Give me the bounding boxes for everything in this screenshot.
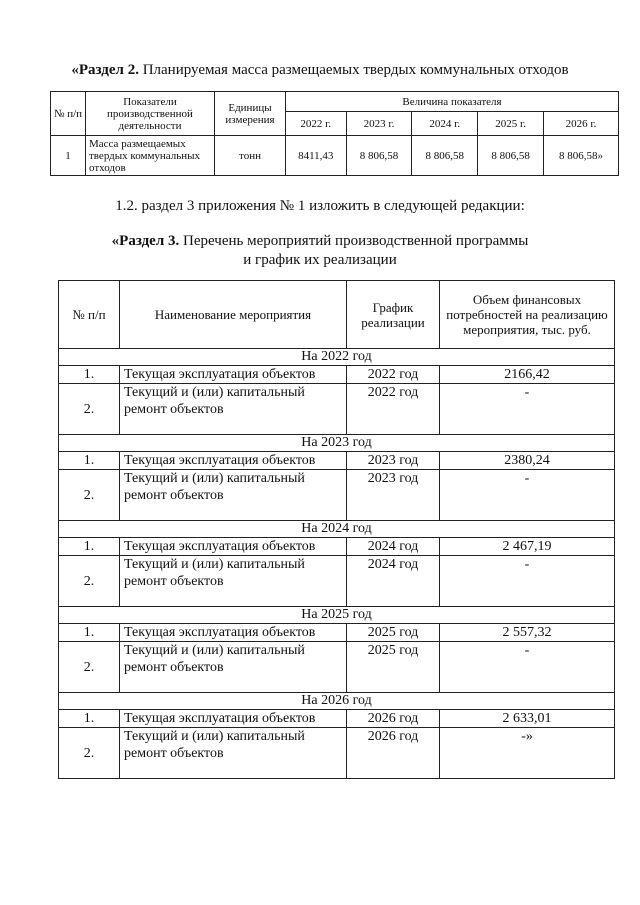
row-num: 2. bbox=[59, 470, 120, 521]
table-row bbox=[59, 556, 615, 607]
amendment-paragraph: 1.2. раздел 3 приложения № 1 изложить в следующей редакции: bbox=[115, 198, 525, 214]
row-name: Текущий и (или) капитальный ремонт объектов bbox=[120, 728, 347, 779]
row-num: 2. bbox=[59, 728, 120, 779]
section2-title-bold: «Раздел 2. bbox=[71, 62, 139, 78]
row-name: Текущая эксплуатация объектов bbox=[120, 538, 347, 556]
header-indicator: Показатели производственной деятельности bbox=[86, 92, 215, 136]
header-year: 2025 г. bbox=[478, 112, 544, 136]
section3-title-line2: и график их реализации bbox=[243, 252, 397, 268]
table-row bbox=[59, 384, 615, 435]
row-schedule: 2024 год bbox=[347, 538, 440, 556]
table-row bbox=[59, 710, 615, 728]
table-row bbox=[59, 624, 615, 642]
table-row bbox=[59, 452, 615, 470]
row-schedule: 2026 год bbox=[347, 710, 440, 728]
section3-title-bold: «Раздел 3. bbox=[111, 233, 180, 249]
header-unit: Единицы измерения bbox=[215, 92, 286, 136]
row-num: 1. bbox=[59, 624, 120, 642]
row-volume: 2 633,01 bbox=[440, 710, 615, 728]
row-schedule: 2023 год bbox=[347, 470, 440, 521]
year-section-title: На 2026 год bbox=[59, 693, 615, 710]
year-section-row bbox=[59, 607, 615, 624]
section2-title-rest: Планируемая масса размещаемых твердых коммунальных отходов bbox=[138, 62, 569, 78]
year-section-row bbox=[59, 435, 615, 452]
header-value-group: Величина показателя bbox=[286, 92, 619, 112]
section3-title-rest: Перечень мероприятий производственной программы bbox=[179, 233, 529, 249]
row-value: 8 806,58 bbox=[478, 136, 544, 176]
table-row bbox=[59, 642, 615, 693]
row-volume: - bbox=[440, 642, 615, 693]
row-num: 2. bbox=[59, 384, 120, 435]
row-schedule: 2022 год bbox=[347, 366, 440, 384]
row-volume: - bbox=[440, 470, 615, 521]
row-volume: - bbox=[440, 384, 615, 435]
row-value: 8 806,58» bbox=[543, 136, 618, 176]
header-schedule: График реализации bbox=[347, 281, 440, 349]
table-row bbox=[59, 728, 615, 779]
row-value: 8 806,58 bbox=[412, 136, 478, 176]
row-volume: 2166,42 bbox=[440, 366, 615, 384]
row-schedule: 2025 год bbox=[347, 624, 440, 642]
section2-heading bbox=[0, 62, 640, 79]
row-name: Текущая эксплуатация объектов bbox=[120, 710, 347, 728]
year-section-title: На 2023 год bbox=[59, 435, 615, 452]
row-num: 1. bbox=[59, 710, 120, 728]
header-year: 2022 г. bbox=[286, 112, 347, 136]
year-section-row bbox=[59, 521, 615, 538]
header-name: Наименование мероприятия bbox=[120, 281, 347, 349]
row-schedule: 2025 год bbox=[347, 642, 440, 693]
row-name: Текущий и (или) капитальный ремонт объектов bbox=[120, 642, 347, 693]
header-year: 2026 г. bbox=[543, 112, 618, 136]
waste-mass-table bbox=[50, 91, 619, 176]
year-section-title: На 2022 год bbox=[59, 349, 615, 366]
table-row bbox=[59, 366, 615, 384]
row-schedule: 2026 год bbox=[347, 728, 440, 779]
row-num: 2. bbox=[59, 556, 120, 607]
row-name: Текущий и (или) капитальный ремонт объектов bbox=[120, 556, 347, 607]
row-schedule: 2023 год bbox=[347, 452, 440, 470]
row-num: 1 bbox=[51, 136, 86, 176]
row-schedule: 2022 год bbox=[347, 384, 440, 435]
year-section-row bbox=[59, 693, 615, 710]
row-indicator: Масса размещаемых твердых коммунальных отходов bbox=[86, 136, 215, 176]
row-volume: 2 467,19 bbox=[440, 538, 615, 556]
table-row bbox=[59, 470, 615, 521]
header-volume: Объем финансовых потребностей на реализацию мероприятия, тыс. руб. bbox=[440, 281, 615, 349]
row-name: Текущая эксплуатация объектов bbox=[120, 624, 347, 642]
header-num: № п/п bbox=[51, 92, 86, 136]
row-value: 8 806,58 bbox=[346, 136, 412, 176]
header-year: 2024 г. bbox=[412, 112, 478, 136]
row-num: 1. bbox=[59, 366, 120, 384]
table-row bbox=[59, 538, 615, 556]
row-name: Текущий и (или) капитальный ремонт объектов bbox=[120, 384, 347, 435]
activities-table bbox=[58, 280, 615, 779]
year-section-row bbox=[59, 349, 615, 366]
header-year: 2023 г. bbox=[346, 112, 412, 136]
row-name: Текущая эксплуатация объектов bbox=[120, 366, 347, 384]
row-num: 2. bbox=[59, 642, 120, 693]
section3-heading bbox=[0, 232, 640, 270]
row-name: Текущий и (или) капитальный ремонт объектов bbox=[120, 470, 347, 521]
row-volume: 2380,24 bbox=[440, 452, 615, 470]
row-unit: тонн bbox=[215, 136, 286, 176]
header-num: № п/п bbox=[59, 281, 120, 349]
row-volume: -» bbox=[440, 728, 615, 779]
row-volume: 2 557,32 bbox=[440, 624, 615, 642]
row-num: 1. bbox=[59, 538, 120, 556]
row-schedule: 2024 год bbox=[347, 556, 440, 607]
row-name: Текущая эксплуатация объектов bbox=[120, 452, 347, 470]
row-value: 8411,43 bbox=[286, 136, 347, 176]
row-num: 1. bbox=[59, 452, 120, 470]
year-section-title: На 2025 год bbox=[59, 607, 615, 624]
year-section-title: На 2024 год bbox=[59, 521, 615, 538]
row-volume: - bbox=[440, 556, 615, 607]
